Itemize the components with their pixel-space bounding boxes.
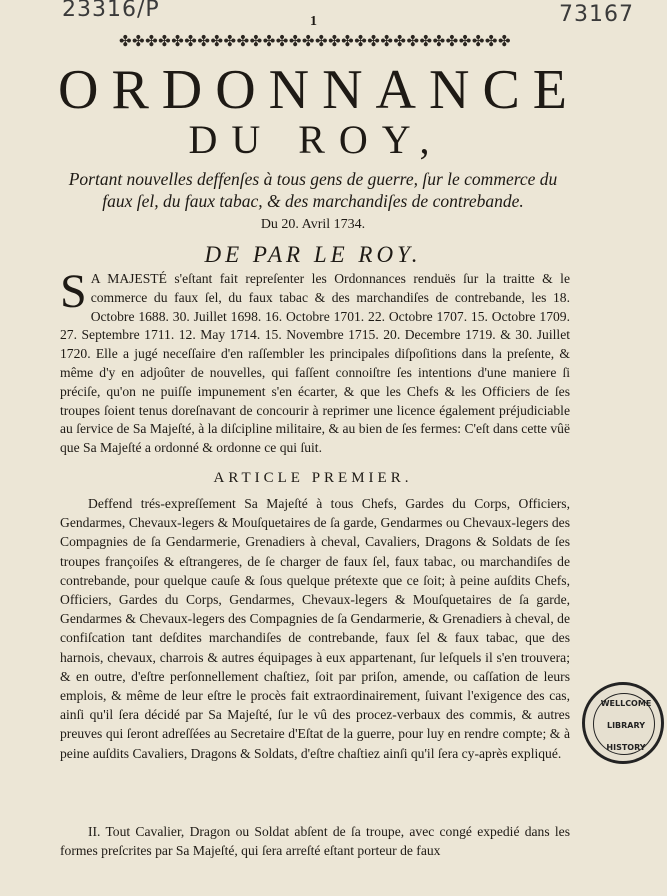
stamp-text-middle: LIBRARY xyxy=(606,721,646,730)
article-heading: ARTICLE PREMIER. xyxy=(213,470,413,486)
page-title: ORDONNANCE xyxy=(58,59,580,121)
stamp-text-bottom: HISTORY xyxy=(606,743,646,752)
article-1-text: Deffend trés-expreſſement Sa Majeſté à tous Chefs, Gardes du Corps, Officiers, Gendarmes, Chevaux-legers & Mouſquetaires de ſa garde, Gendarmes ou Chevaux-legers des Compagnies de ſa Gendarmerie, Grenadiers à cheval, Cavaliers, Dragons & Soldats de ſes troupes françoiſes & eſtrangeres, de ſe charger de faux ſel, faux tabac, ou marchandiſes de contrebande, pour quelque cauſe & ſous quelque prétexte que ce ſoit; à peine auſdits Chefs, Officiers, Gardes du Corps, Gendarmes, Chevaux-legers & Mouſquetaires de ſa garde, Gendarmes & Chevaux-legers des Compagnies de ſa Gendarmerie, & Grenadiers à cheval, de confiſcation tant deſdites marchandiſes de contrebande, faux ſel & faux tabac, que des harnois, chevaux, charrois & autres équipages à eux appartenant, ſur leſquels il s'en trouvera; & en outre, d'eſtre perſonnellement chaſtiez, ſoit par priſon, amende, ou caſſation de leurs emplois, & même de leur eſtre le procès fait extraordinairement, ſuivant l'exigence des cas, ainſi qu'il ſera décidé par Sa Majeſté, ſur le vû des procez-verbaux des commis, & autres preuves qui ſeront adreſſées au Secretaire d'Eſtat de la guerre, pour luy en rendre compte; & à peine auſdits Cavaliers, Dragons & Soldats, d'eſtre chaſtiez ainſi qu'il ſera cy-après expliqué. xyxy=(60,496,570,761)
page-number: 1 xyxy=(310,14,317,29)
decree-date: Du 20. Avril 1734. xyxy=(260,217,366,232)
article-2-text: II. Tout Cavalier, Dragon ou Soldat abſent de ſa troupe, avec congé expedié dans les formes preſcrites par Sa Majeſté, qui ſera arreſté eſtant porteur de faux xyxy=(60,824,570,859)
page-subtitle: DU ROY, xyxy=(188,117,444,162)
ornament-border: ✤✤✤✤✤✤✤✤✤✤✤✤✤✤✤✤✤✤✤✤✤✤✤✤✤✤✤✤✤✤ xyxy=(118,34,512,50)
decree-description: Portant nouvelles deffenſes à tous gens de guerre, ſur le commerce du faux ſel, du faux tabac, & des marchandiſes de contrebande. xyxy=(68,169,558,211)
handwritten-number: 73167 xyxy=(559,2,634,27)
handwritten-shelfmark: 23316/P xyxy=(62,0,160,22)
preamble-text: A MAJESTÉ s'eſtant fait repreſenter les Ordonnances renduës ſur la traitte & le commerce du faux ſel, du faux tabac & des marchandiſes de contrebande, les 18. Octobre 1688. 30. Juillet 1698. 16. Octobre 1701. 22. Octobre 1707. 15. Octobre 1709. 27. Septembre 1711. 12. May 1714. 15. Novembre 1715. 20. Decembre 1719. & 30. Juillet 1720. Elle a jugé neceſſaire d'en raſſembler les principales diſpoſitions dans la preſente, & même d'y en adjoûter de nouvelles, qui faſſent connoiſtre ſes intentions d'une maniere ſi préciſe, qu'on ne puiſſe impunement s'en écarter, & que les Chefs & les Officiers de ſes troupes ſoient tenus doreſnavant de concourir à reprimer une licence également préjudiciable au ſervice de Sa Majeſté, à la diſcipline militaire, & au bien de ſes fermes: C'eſt dans cette vûë que Sa Majeſté a ordonné & ordonne ce qui ſuit. xyxy=(60,271,570,456)
drop-cap: S xyxy=(60,265,87,318)
preamble-paragraph xyxy=(60,265,570,458)
de-par-le-roy-heading: DE PAR LE ROY. xyxy=(204,242,422,267)
stamp-text-top: WELLCOME xyxy=(600,699,652,708)
library-stamp xyxy=(582,682,664,764)
